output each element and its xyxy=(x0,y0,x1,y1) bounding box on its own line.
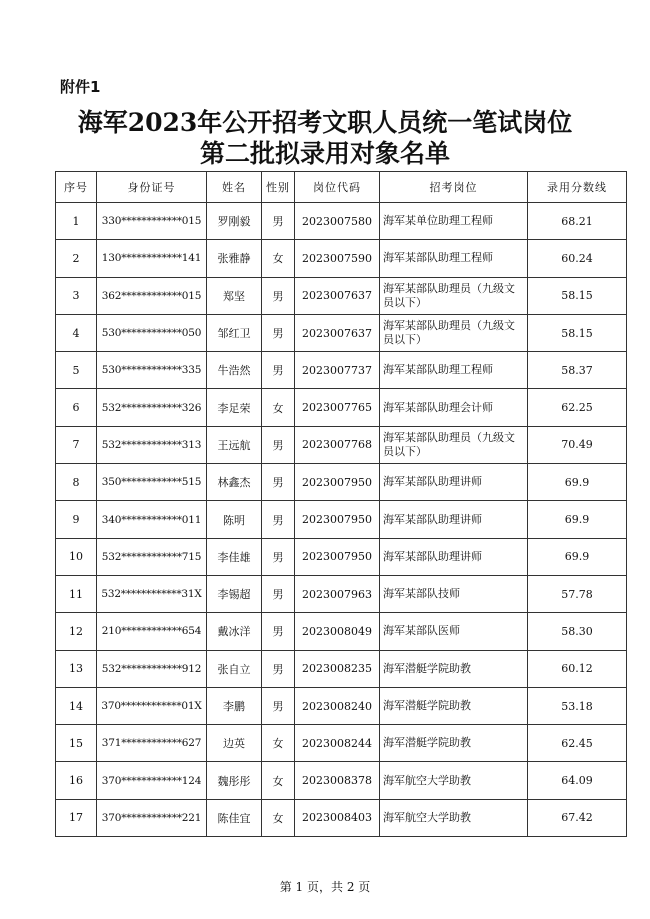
name-cell: 张自立 xyxy=(207,650,262,687)
table-row xyxy=(56,613,627,650)
position-cell: 海军某部队助理讲师 xyxy=(380,501,528,538)
table-row xyxy=(56,426,627,463)
serial-cell: 12 xyxy=(56,613,97,650)
name-cell: 郑坚 xyxy=(207,277,262,314)
position-code-cell: 2023007637 xyxy=(295,314,380,351)
score-cell: 69.9 xyxy=(528,538,627,575)
score-cell: 58.15 xyxy=(528,314,627,351)
score-cell: 60.12 xyxy=(528,650,627,687)
serial-cell: 4 xyxy=(56,314,97,351)
column-header-serial: 序号 xyxy=(56,172,97,203)
gender-cell: 男 xyxy=(262,314,295,351)
position-cell: 海军某部队助理工程师 xyxy=(380,240,528,277)
position-code-cell: 2023007950 xyxy=(295,464,380,501)
name-cell: 王远航 xyxy=(207,426,262,463)
candidate-table xyxy=(55,171,627,837)
position-cell: 海军某单位助理工程师 xyxy=(380,203,528,240)
serial-cell: 5 xyxy=(56,352,97,389)
gender-cell: 男 xyxy=(262,650,295,687)
id-number-cell: 532************313 xyxy=(97,426,207,463)
document-title-line-2: 第二批拟录用对象名单 xyxy=(199,139,450,168)
document-title-line-1: 海军2023年公开招考文职人员统一笔试岗位 xyxy=(77,108,573,137)
score-cell: 68.21 xyxy=(528,203,627,240)
name-cell: 陈明 xyxy=(207,501,262,538)
gender-cell: 男 xyxy=(262,538,295,575)
position-code-cell: 2023007765 xyxy=(295,389,380,426)
table-row xyxy=(56,389,627,426)
gender-cell: 女 xyxy=(262,240,295,277)
serial-cell: 15 xyxy=(56,725,97,762)
score-cell: 64.09 xyxy=(528,762,627,799)
column-header-position-code: 岗位代码 xyxy=(295,172,380,203)
position-cell: 海军某部队助理工程师 xyxy=(380,352,528,389)
id-number-cell: 532************326 xyxy=(97,389,207,426)
score-cell: 70.49 xyxy=(528,426,627,463)
position-code-cell: 2023008244 xyxy=(295,725,380,762)
position-code-cell: 2023008049 xyxy=(295,613,380,650)
position-cell: 海军航空大学助教 xyxy=(380,799,528,836)
score-cell: 57.78 xyxy=(528,575,627,612)
score-cell: 69.9 xyxy=(528,464,627,501)
score-cell: 58.37 xyxy=(528,352,627,389)
gender-cell: 女 xyxy=(262,725,295,762)
score-cell: 62.45 xyxy=(528,725,627,762)
table-row xyxy=(56,575,627,612)
serial-cell: 14 xyxy=(56,687,97,724)
position-code-cell: 2023007768 xyxy=(295,426,380,463)
id-number-cell: 330************015 xyxy=(97,203,207,240)
id-number-cell: 362************015 xyxy=(97,277,207,314)
gender-cell: 男 xyxy=(262,277,295,314)
position-code-cell: 2023007590 xyxy=(295,240,380,277)
table-row xyxy=(56,538,627,575)
id-number-cell: 370************221 xyxy=(97,799,207,836)
position-code-cell: 2023007950 xyxy=(295,538,380,575)
id-number-cell: 370************124 xyxy=(97,762,207,799)
name-cell: 戴冰洋 xyxy=(207,613,262,650)
name-cell: 边英 xyxy=(207,725,262,762)
column-header-name: 姓名 xyxy=(207,172,262,203)
gender-cell: 男 xyxy=(262,426,295,463)
gender-cell: 女 xyxy=(262,389,295,426)
position-code-cell: 2023007580 xyxy=(295,203,380,240)
gender-cell: 女 xyxy=(262,799,295,836)
name-cell: 李鹏 xyxy=(207,687,262,724)
table-row xyxy=(56,277,627,314)
position-code-cell: 2023008235 xyxy=(295,650,380,687)
page-footer: 第 1 页，共 2 页 xyxy=(279,880,371,894)
attachment-label: 附件1 xyxy=(60,78,101,96)
column-header-gender: 性别 xyxy=(262,172,295,203)
id-number-cell: 210************654 xyxy=(97,613,207,650)
serial-cell: 13 xyxy=(56,650,97,687)
name-cell: 李锡超 xyxy=(207,575,262,612)
position-cell: 海军某部队技师 xyxy=(380,575,528,612)
id-number-cell: 370************01X xyxy=(97,687,207,724)
position-cell: 海军某部队医师 xyxy=(380,613,528,650)
table-row xyxy=(56,799,627,836)
position-cell: 海军潜艇学院助教 xyxy=(380,687,528,724)
position-cell: 海军某部队助理讲师 xyxy=(380,464,528,501)
table-row xyxy=(56,240,627,277)
table-row xyxy=(56,650,627,687)
column-header-position: 招考岗位 xyxy=(380,172,528,203)
id-number-cell: 371************627 xyxy=(97,725,207,762)
column-header-score: 录用分数线 xyxy=(528,172,627,203)
gender-cell: 男 xyxy=(262,687,295,724)
id-number-cell: 530************335 xyxy=(97,352,207,389)
name-cell: 罗刚毅 xyxy=(207,203,262,240)
id-number-cell: 350************515 xyxy=(97,464,207,501)
position-code-cell: 2023008240 xyxy=(295,687,380,724)
score-cell: 53.18 xyxy=(528,687,627,724)
position-cell: 海军潜艇学院助教 xyxy=(380,725,528,762)
serial-cell: 10 xyxy=(56,538,97,575)
score-cell: 60.24 xyxy=(528,240,627,277)
name-cell: 张雅静 xyxy=(207,240,262,277)
gender-cell: 男 xyxy=(262,464,295,501)
serial-cell: 9 xyxy=(56,501,97,538)
gender-cell: 男 xyxy=(262,352,295,389)
gender-cell: 女 xyxy=(262,762,295,799)
id-number-cell: 532************912 xyxy=(97,650,207,687)
position-cell: 海军航空大学助教 xyxy=(380,762,528,799)
name-cell: 李佳雄 xyxy=(207,538,262,575)
column-header-id-number: 身份证号 xyxy=(97,172,207,203)
serial-cell: 8 xyxy=(56,464,97,501)
id-number-cell: 530************050 xyxy=(97,314,207,351)
gender-cell: 男 xyxy=(262,203,295,240)
name-cell: 林鑫杰 xyxy=(207,464,262,501)
table-row xyxy=(56,725,627,762)
id-number-cell: 532************715 xyxy=(97,538,207,575)
gender-cell: 男 xyxy=(262,575,295,612)
table-row xyxy=(56,464,627,501)
serial-cell: 1 xyxy=(56,203,97,240)
gender-cell: 男 xyxy=(262,613,295,650)
serial-cell: 17 xyxy=(56,799,97,836)
table-row xyxy=(56,687,627,724)
position-code-cell: 2023008378 xyxy=(295,762,380,799)
name-cell: 邹红卫 xyxy=(207,314,262,351)
gender-cell: 男 xyxy=(262,501,295,538)
score-cell: 62.25 xyxy=(528,389,627,426)
table-row xyxy=(56,203,627,240)
name-cell: 李足荣 xyxy=(207,389,262,426)
score-cell: 58.30 xyxy=(528,613,627,650)
position-code-cell: 2023008403 xyxy=(295,799,380,836)
name-cell: 陈佳宜 xyxy=(207,799,262,836)
position-cell: 海军某部队助理会计师 xyxy=(380,389,528,426)
table-row xyxy=(56,501,627,538)
position-cell: 海军某部队助理讲师 xyxy=(380,538,528,575)
id-number-cell: 130************141 xyxy=(97,240,207,277)
position-code-cell: 2023007963 xyxy=(295,575,380,612)
score-cell: 67.42 xyxy=(528,799,627,836)
position-cell: 海军某部队助理员（九级文员以下） xyxy=(380,277,528,314)
score-cell: 69.9 xyxy=(528,501,627,538)
serial-cell: 2 xyxy=(56,240,97,277)
name-cell: 牛浩然 xyxy=(207,352,262,389)
serial-cell: 7 xyxy=(56,426,97,463)
serial-cell: 6 xyxy=(56,389,97,426)
position-code-cell: 2023007737 xyxy=(295,352,380,389)
position-code-cell: 2023007637 xyxy=(295,277,380,314)
score-cell: 58.15 xyxy=(528,277,627,314)
position-code-cell: 2023007950 xyxy=(295,501,380,538)
table-row xyxy=(56,762,627,799)
serial-cell: 11 xyxy=(56,575,97,612)
table-row xyxy=(56,314,627,351)
position-cell: 海军潜艇学院助教 xyxy=(380,650,528,687)
position-cell: 海军某部队助理员（九级文员以下） xyxy=(380,314,528,351)
serial-cell: 16 xyxy=(56,762,97,799)
name-cell: 魏彤彤 xyxy=(207,762,262,799)
serial-cell: 3 xyxy=(56,277,97,314)
table-header-row xyxy=(56,172,627,203)
table-row xyxy=(56,352,627,389)
position-cell: 海军某部队助理员（九级文员以下） xyxy=(380,426,528,463)
id-number-cell: 340************011 xyxy=(97,501,207,538)
id-number-cell: 532************31X xyxy=(97,575,207,612)
